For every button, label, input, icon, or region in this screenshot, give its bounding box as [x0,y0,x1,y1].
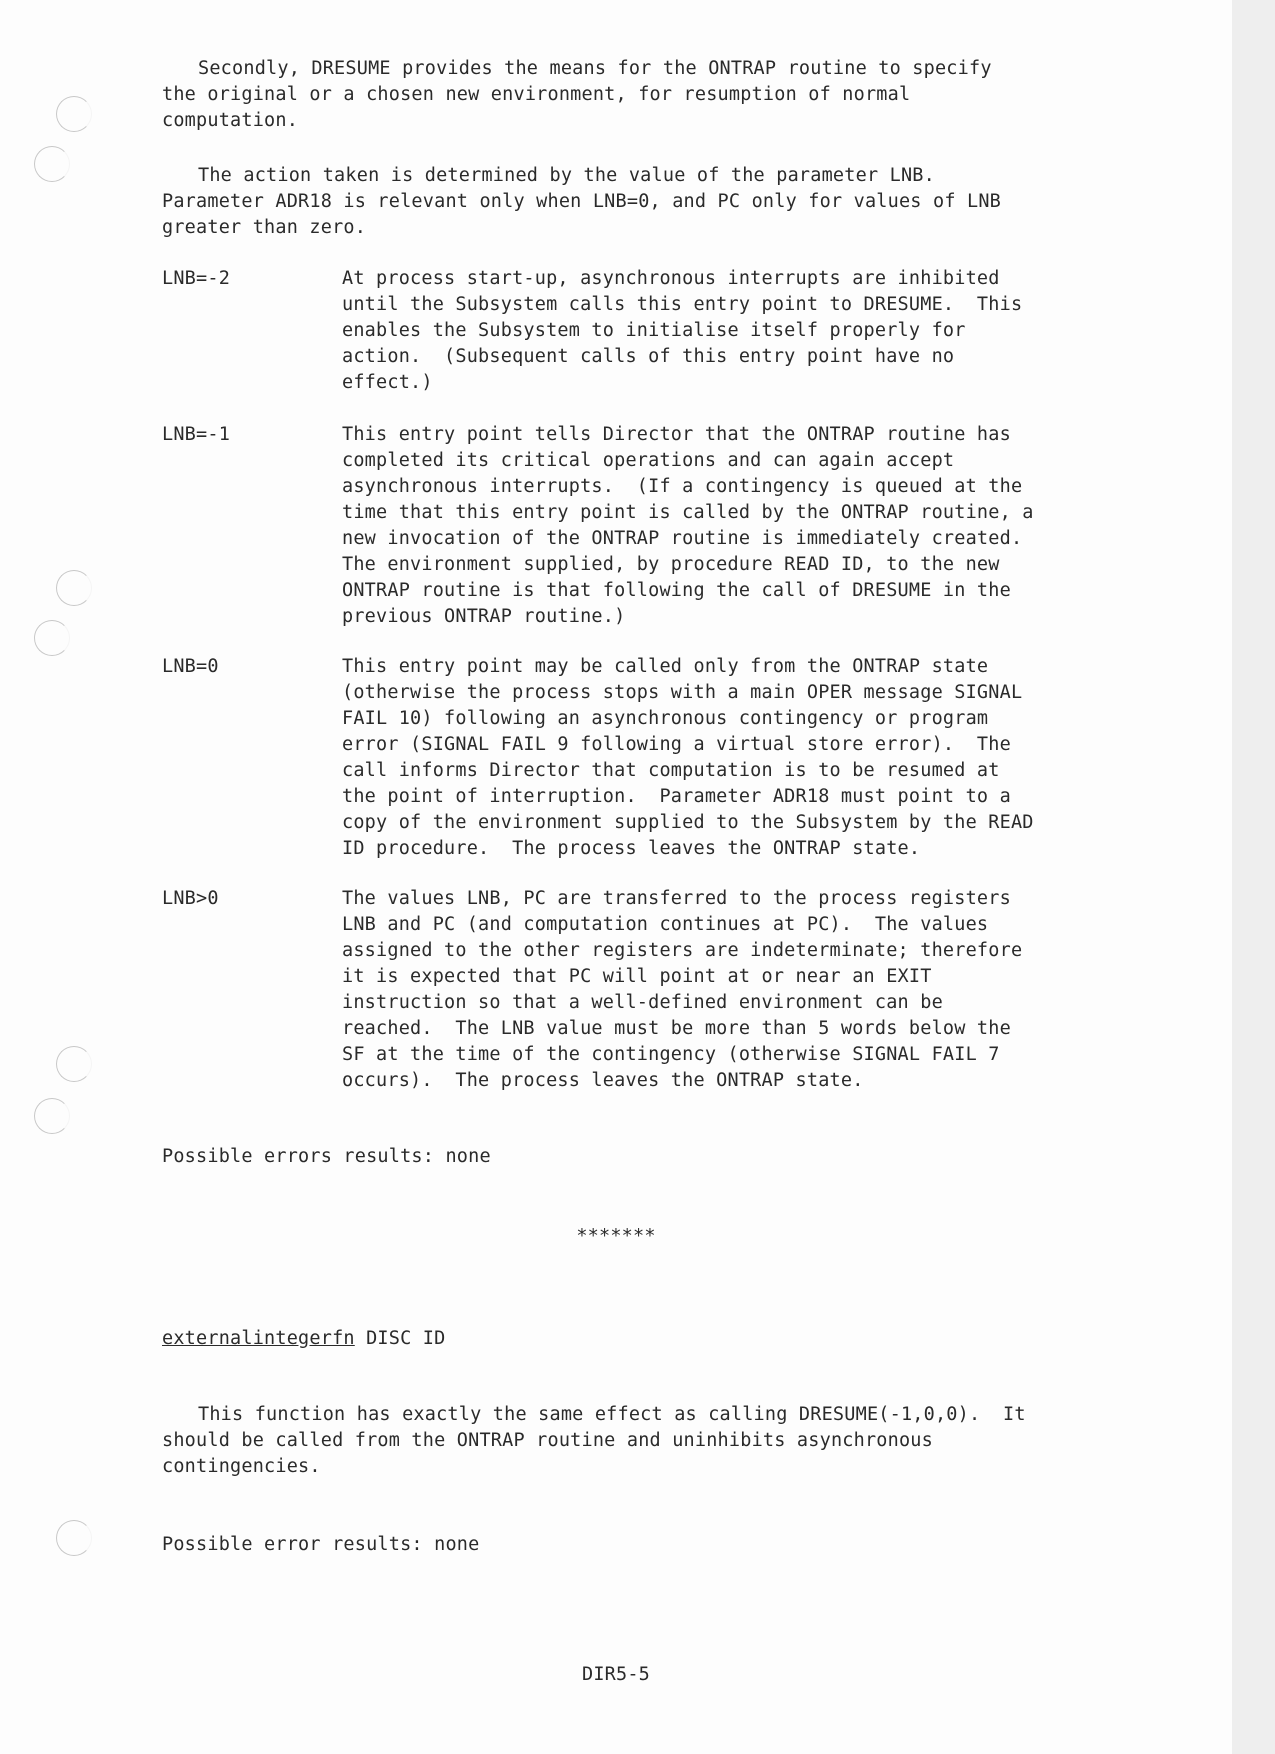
definition-label: LNB=0 [162,656,219,677]
definition-line: the point of interruption. Parameter ADR18 must point to a [342,786,1011,807]
punch-hole [56,1520,92,1556]
punch-hole [56,1046,92,1082]
definition-line: FAIL 10) following an asynchronous contingency or program [342,708,989,729]
page-edge-shadow [1232,0,1275,1754]
definition-line: ID procedure. The process leaves the ONTRAP state. [342,838,921,859]
para3-line: This function has exactly the same effect as calling DRESUME(-1,0,0). It [198,1404,1026,1425]
definition-line: error (SIGNAL FAIL 9 following a virtual store error). The [342,734,1011,755]
definition-line: call informs Director that computation is to be resumed at [342,760,1000,781]
definition-line: This entry point tells Director that the ONTRAP routine has [342,424,1011,445]
definition-line: effect.) [342,372,433,393]
definition-line: occurs). The process leaves the ONTRAP state. [342,1070,864,1091]
definition-line: SF at the time of the contingency (otherwise SIGNAL FAIL 7 [342,1044,1000,1065]
definition-line: new invocation of the ONTRAP routine is immediately created. [342,528,1023,549]
para3-line: should be called from the ONTRAP routine and uninhibits asynchronous [162,1430,933,1451]
punch-hole [34,146,70,182]
function-keyword: externalintegerfn [162,1328,355,1349]
definition-line: previous ONTRAP routine.) [342,606,626,627]
definition-line: The environment supplied, by procedure READ ID, to the new [342,554,1000,575]
definition-line: LNB and PC (and computation continues at PC). The values [342,914,989,935]
definition-line: instruction so that a well-defined environment can be [342,992,943,1013]
definition-label: LNB>0 [162,888,219,909]
definition-line: time that this entry point is called by the ONTRAP routine, a [342,502,1034,523]
para2-line: greater than zero. [162,217,367,238]
para2-line: The action taken is determined by the value of the parameter LNB. [198,165,935,186]
function-heading [162,1326,445,1352]
definition-line: ONTRAP routine is that following the call of DRESUME in the [342,580,1011,601]
para1-line: the original or a chosen new environment, for resumption of normal [162,84,911,105]
definition-line: it is expected that PC will point at or near an EXIT [342,966,932,987]
definition-line: copy of the environment supplied to the Subsystem by the READ [342,812,1034,833]
possible-errors: Possible error results: none [162,1534,480,1555]
definition-line: The values LNB, PC are transferred to the process registers [342,888,1011,909]
para1-line: computation. [162,110,299,131]
definition-line: completed its critical operations and can again accept [342,450,955,471]
para1-line: Secondly, DRESUME provides the means for the ONTRAP routine to specify [198,58,992,79]
punch-hole [34,620,70,656]
definition-line: assigned to the other registers are indeterminate; therefore [342,940,1023,961]
definition-label: LNB=-2 [162,268,231,289]
page-number: DIR5-5 [581,1664,651,1685]
possible-errors: Possible errors results: none [162,1146,491,1167]
definition-line: action. (Subsequent calls of this entry point have no [342,346,955,367]
separator: ******* [576,1226,656,1247]
definition-line: This entry point may be called only from the ONTRAP state [342,656,989,677]
para2-line: Parameter ADR18 is relevant only when LNB=0, and PC only for values of LNB [162,191,1002,212]
definition-line: enables the Subsystem to initialise itself properly for [342,320,966,341]
para3-line: contingencies. [162,1456,321,1477]
definition-line: (otherwise the process stops with a main OPER message SIGNAL [342,682,1023,703]
punch-hole [34,1098,70,1134]
function-name: DISC ID [354,1328,446,1349]
punch-hole [56,570,92,606]
definition-label: LNB=-1 [162,424,231,445]
punch-hole [56,96,92,132]
definition-line: until the Subsystem calls this entry point to DRESUME. This [342,294,1023,315]
definition-line: reached. The LNB value must be more than 5 words below the [342,1018,1011,1039]
definition-line: At process start-up, asynchronous interrupts are inhibited [342,268,1000,289]
definition-line: asynchronous interrupts. (If a contingency is queued at the [342,476,1023,497]
